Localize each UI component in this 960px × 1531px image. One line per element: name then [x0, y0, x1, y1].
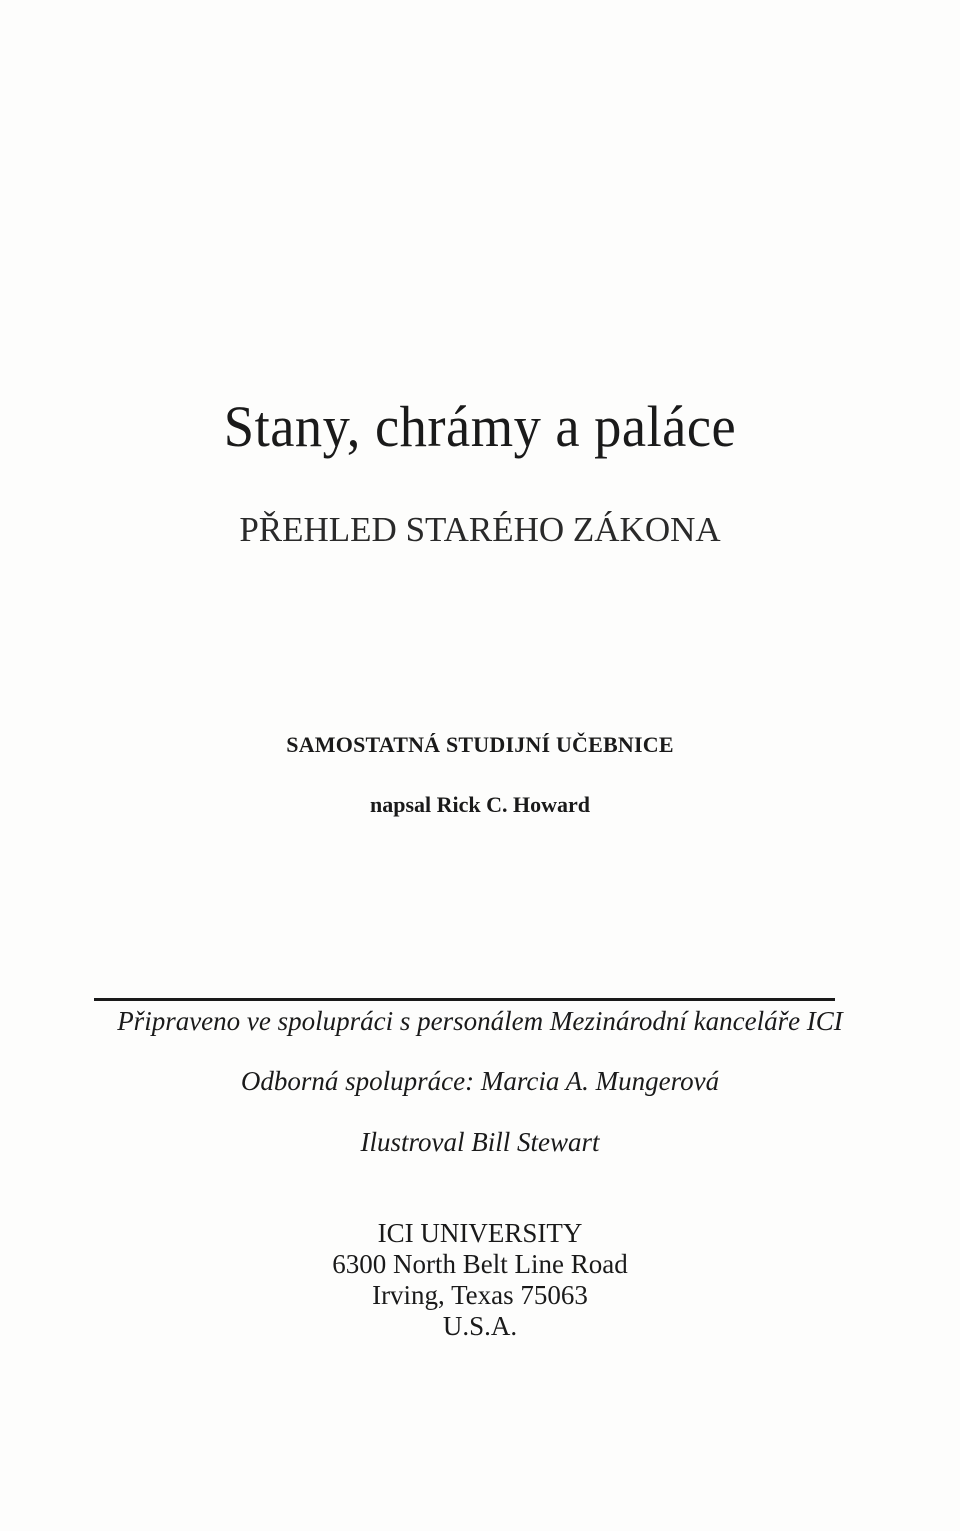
publisher-name: ICI UNIVERSITY — [377, 1218, 583, 1248]
publisher-country: U.S.A. — [442, 1311, 518, 1341]
series-label: SAMOSTATNÁ STUDIJNÍ UČEBNICE — [286, 732, 674, 757]
horizontal-divider — [94, 998, 835, 1001]
consultant-line: Odborná spolupráce: Marcia A. Mungerová — [240, 1066, 720, 1096]
illustrator-line: Ilustroval Bill Stewart — [360, 1127, 600, 1157]
book-title: Stany, chrámy a paláce — [223, 394, 737, 459]
publisher-street: 6300 North Belt Line Road — [332, 1249, 628, 1279]
publisher-city: Irving, Texas 75063 — [372, 1280, 588, 1310]
prepared-by-line: Připraveno ve spolupráci s personálem Mezinárodní kanceláře ICI — [117, 1006, 843, 1036]
book-subtitle: PŘEHLED STARÉHO ZÁKONA — [239, 510, 721, 549]
author-line: napsal Rick C. Howard — [369, 792, 591, 817]
